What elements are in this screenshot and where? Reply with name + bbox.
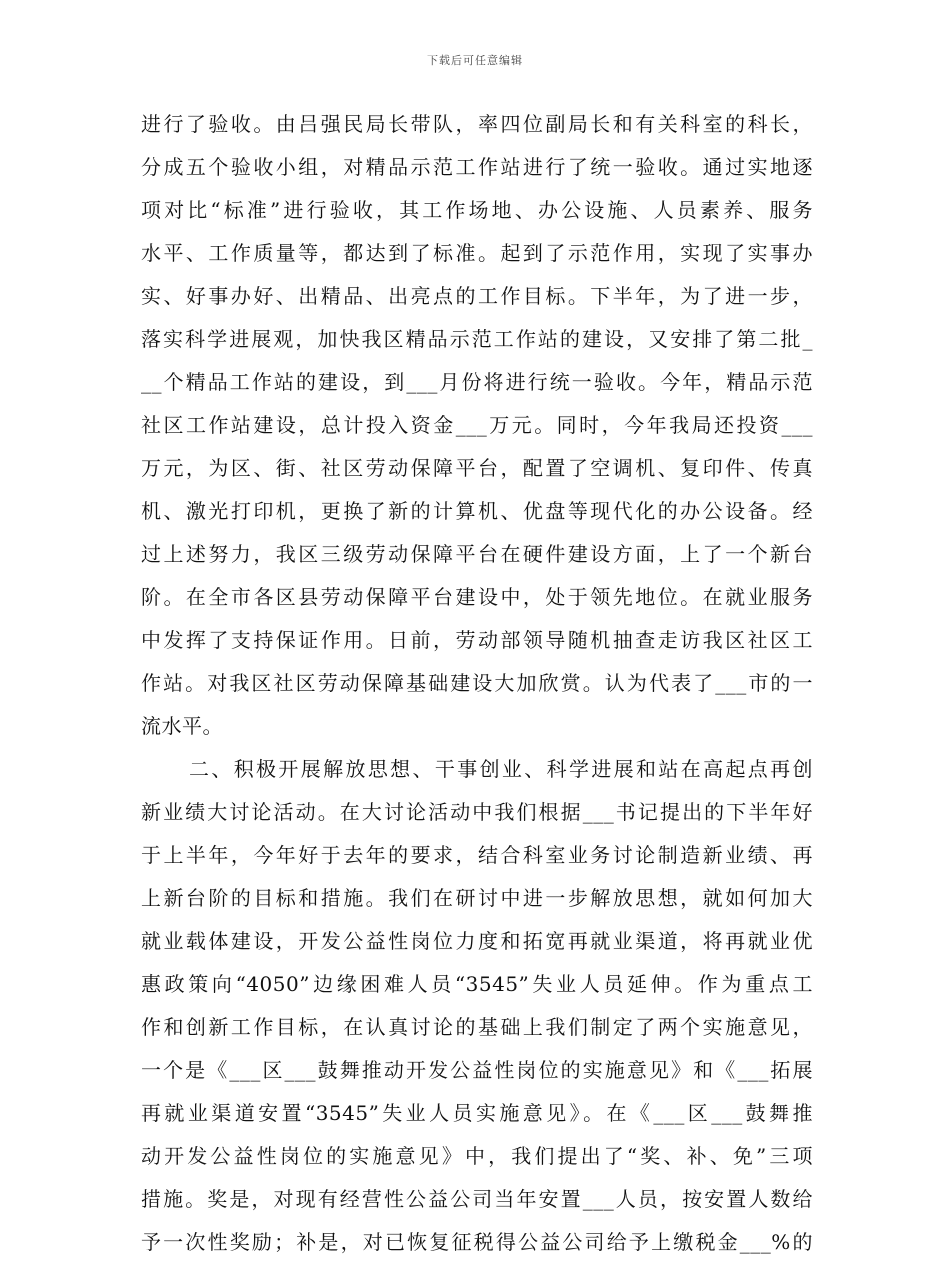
text-line: 新业绩大讨论活动。在大讨论活动中我们根据___书记提出的下半年好 [141,800,813,824]
page-header-note: 下载后可任意编辑 [427,54,523,67]
text-line: 作站。对我区社区劳动保障基础建设大加欣赏。认为代表了___市的一 [141,671,813,695]
text-line: 水平、工作质量等，都达到了标准。起到了示范作用，实现了实事办 [141,241,813,265]
text-line: 落实科学进展观，加快我区精品示范工作站的建设，又安排了第二批_ [141,327,813,351]
text-line-paragraph-start: 二、积极开展解放思想、干事创业、科学进展和站在高起点再创 [189,757,813,781]
text-line: 动开发公益性岗位的实施意见》中，我们提出了“奖、补、免”三项 [141,1144,813,1168]
text-line: 万元，为区、街、社区劳动保障平台，配置了空调机、复印件、传真 [141,456,813,480]
text-line: 实、好事办好、出精品、出亮点的工作目标。下半年，为了进一步， [141,284,813,308]
text-line: 于上半年，今年好于去年的要求，结合科室业务讨论制造新业绩、再 [141,843,813,867]
text-line: 社区工作站建设，总计投入资金___万元。同时，今年我局还投资___ [141,413,813,437]
text-line: 机、激光打印机，更换了新的计算机、优盘等现代化的办公设备。经 [141,499,813,523]
text-line-paragraph-end: 流水平。 [141,714,223,738]
text-line: 过上述努力，我区三级劳动保障平台在硬件建设方面，上了一个新台 [141,542,813,566]
text-line: 予一次性奖励；补是，对已恢复征税得公益公司给予上缴税金___%的 [141,1230,813,1254]
text-line: 就业载体建设，开发公益性岗位力度和拓宽再就业渠道，将再就业优 [141,929,813,953]
text-line: 中发挥了支持保证作用。日前，劳动部领导随机抽查走访我区社区工 [141,628,813,652]
text-line: 项对比“标准”进行验收，其工作场地、办公设施、人员素养、服务 [141,198,813,222]
text-line: 作和创新工作目标，在认真讨论的基础上我们制定了两个实施意见， [141,1015,813,1039]
text-line: 分成五个验收小组，对精品示范工作站进行了统一验收。通过实地逐 [141,155,813,179]
text-line: 上新台阶的目标和措施。我们在研讨中进一步解放思想，就如何加大 [141,886,813,910]
text-line: 再就业渠道安置“3545”失业人员实施意见》。在《___区___鼓舞推 [141,1101,813,1125]
document-body [141,103,813,1264]
text-line: __个精品工作站的建设，到___月份将进行统一验收。今年，精品示范 [141,370,813,394]
text-line: 惠政策向“4050”边缘困难人员“3545”失业人员延伸。作为重点工 [141,972,813,996]
text-line: 一个是《___区___鼓舞推动开发公益性岗位的实施意见》和《___拓展 [141,1058,813,1082]
text-line: 进行了验收。由吕强民局长带队，率四位副局长和有关科室的科长， [141,112,813,136]
text-line: 措施。奖是，对现有经营性公益公司当年安置___人员，按安置人数给 [141,1187,813,1211]
text-line: 阶。在全市各区县劳动保障平台建设中，处于领先地位。在就业服务 [141,585,813,609]
